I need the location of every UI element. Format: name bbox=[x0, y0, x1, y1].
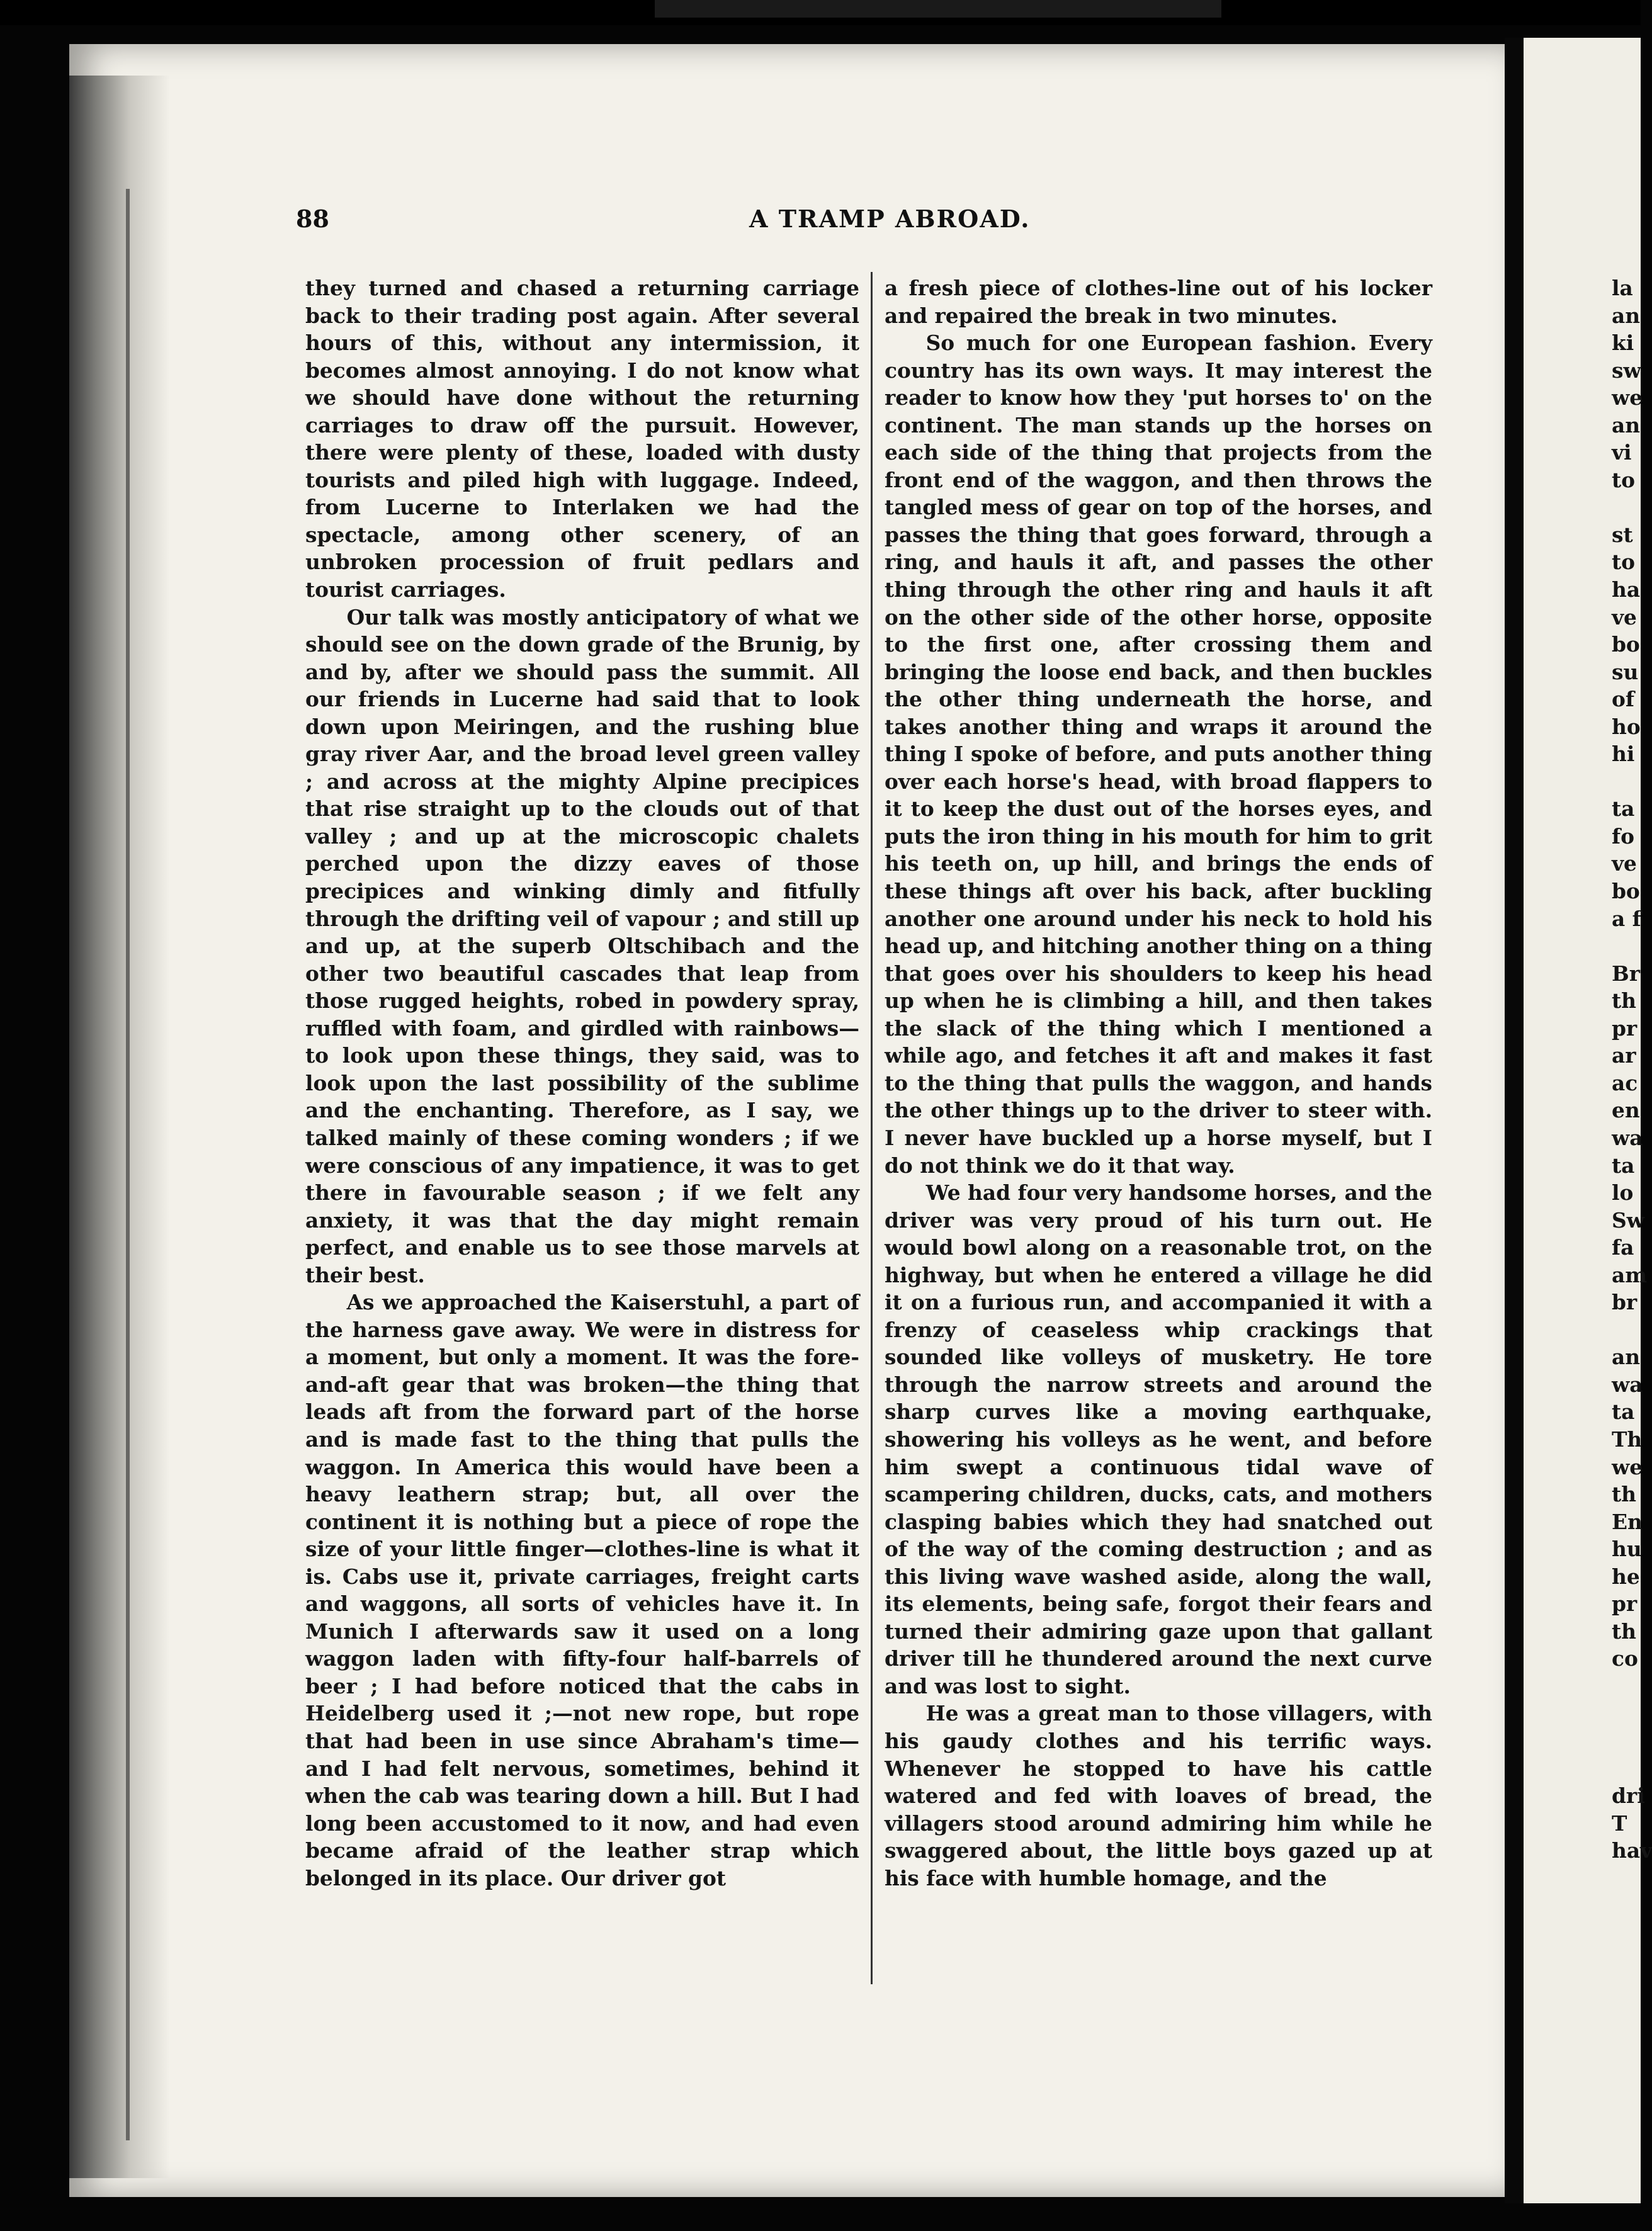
facing-page-fragment: hi bbox=[1612, 742, 1635, 767]
facing-page-fragment: lo bbox=[1612, 1180, 1634, 1206]
facing-page-fragment bbox=[1612, 1755, 1641, 1783]
facing-page-fragment: st bbox=[1612, 522, 1633, 547]
facing-page-fragment: am bbox=[1612, 1262, 1647, 1287]
facing-page-fragment: th bbox=[1612, 1618, 1636, 1644]
paragraph: As we approached the Kaiserstuhl, a part of the harness gave away. We were in distress for a moment, but only a moment. It was the fore-and-aft gear that was broken—the thing that leads aft from the forward part of the horse and is made fast to the thing that pulls the waggon. In America this would have been a heavy leathern strap; but, all over the continent it is nothing but a piece of rope the size of your little finger—clothes-line is what it is. Cabs use it, private carriages, freight carts and waggons, all sorts of vehicles have it. In Munich I afterwards saw it used on a long waggon laden with fifty-four half-barrels of beer ; I had before noticed that the cabs in Heidelberg used it ;—not new rope, but rope that had been in use since Abraham's time—and I had felt nervous, sometimes, behind it when the cab was tearing down a hill. But I had long been accustomed to it now, and had even became afraid of the leather strap which belonged in its place. Our driver got bbox=[305, 1290, 859, 1890]
left-text-column bbox=[305, 274, 859, 1892]
facing-page-fragment: ta bbox=[1612, 1153, 1635, 1178]
facing-page-fragment bbox=[1612, 1727, 1641, 1755]
paragraph: they turned and chased a returning carriage back to their trading post again. After several hours of this, without any intermission, it becomes almost annoying. I do not know what we should have done without the returning carriages to draw off the pursuit. However, there were plenty of these, loaded with dusty tourists and piled high with luggage. Indeed, from Lucerne to Interlaken we had the spectacle, among other scenery, of an unbroken procession of fruit pedlars and tourist carriages. bbox=[305, 276, 859, 602]
facing-page-fragment: ho bbox=[1612, 714, 1641, 739]
facing-page-fragment bbox=[1612, 1700, 1641, 1727]
facing-page-fragment bbox=[1612, 1316, 1641, 1344]
gutter-shadow-line bbox=[126, 189, 130, 2140]
facing-page-fragment bbox=[1612, 768, 1641, 796]
facing-page-fragment: we bbox=[1612, 1454, 1643, 1479]
facing-page-fragment: ta bbox=[1612, 1399, 1635, 1425]
facing-page-fragment: he bbox=[1612, 1564, 1640, 1589]
facing-page-fragment: En bbox=[1612, 1509, 1643, 1534]
facing-page-text-fragments bbox=[1612, 274, 1652, 1865]
facing-page-fragment: to bbox=[1612, 550, 1636, 575]
facing-page-fragment: an bbox=[1612, 1345, 1641, 1370]
facing-page-fragment: Sw bbox=[1612, 1207, 1644, 1233]
column-rule bbox=[871, 272, 873, 1984]
facing-page-fragment: hav bbox=[1612, 1838, 1652, 1863]
facing-page-fragment: pr bbox=[1612, 1591, 1638, 1617]
facing-page-fragment bbox=[1612, 932, 1641, 960]
facing-page-fragment: la bbox=[1612, 276, 1633, 300]
facing-page-fragment: ve bbox=[1612, 851, 1637, 876]
paragraph: We had four very handsome horses, and the driver was very proud of his turn out. He would bowl along on a reasonable trot, on the highway, but when he entered a village he did it on a furious run, and accompanied it with a frenzy of ceaseless whip crackings that sounded like volleys of musketry. He tore through the narrow streets and around the sharp curves like a moving earthquake, showering his volleys as he went, and before him swept a continuous tidal wave of scampering children, ducks, cats, and mothers clasping babies which they had snatched out of the way of the coming destruction ; and as this living wave washed aside, along the wall, its elements, being safe, forgot their fears and turned their admiring gaze upon that gallant driver till he thundered around the next curve and was lost to sight. bbox=[885, 1180, 1432, 1698]
facing-page-fragment: we bbox=[1612, 385, 1643, 410]
facing-page-fragment: fa bbox=[1612, 1235, 1634, 1260]
facing-page-fragment bbox=[1612, 1673, 1641, 1700]
facing-page-fragment: to bbox=[1612, 467, 1636, 492]
page-number: 88 bbox=[296, 205, 329, 233]
facing-page-fragment: br bbox=[1612, 1290, 1638, 1315]
facing-page-fragment: vi bbox=[1612, 440, 1632, 465]
paragraph: a fresh piece of clothes-line out of his locker and repaired the break in two minutes. bbox=[885, 276, 1432, 328]
facing-page-fragment: ta bbox=[1612, 796, 1635, 822]
facing-page-fragment: ac bbox=[1612, 1070, 1638, 1095]
facing-page-fragment: T bbox=[1612, 1810, 1627, 1836]
facing-page-fragment: ha bbox=[1612, 577, 1641, 602]
facing-page-fragment: co bbox=[1612, 1646, 1638, 1671]
facing-page-fragment: ar bbox=[1612, 1043, 1636, 1068]
paragraph: Our talk was mostly anticipatory of what we should see on the down grade of the Brunig, by and by, after we should pass the summit. All our friends in Lucerne had said that to look down upon Meiringen, and the rushing blue gray river Aar, and the broad level green valley ; and across at the mighty Alpine precipices that rise straight up to the clouds out of that valley ; and up at the microscopic chalets perched upon the dizzy eaves of those precipices and winking dimly and fitfully through the drifting veil of vapour ; and still up and up, at the superb Oltschibach and the other two beautiful cascades that leap from those rugged heights, robed in powdery spray, ruffled with foam, and girdled with rainbows—to look upon these things, they said, was to look upon the last possibility of the sublime and the enchanting. Therefore, as I say, we talked mainly of these coming wonders ; if we were conscious of any impatience, it was to get there in favourable season ; if we felt any anxiety, it was that the day might remain perfect, and enable us to see those marvels at their best. bbox=[305, 604, 859, 1287]
facing-page-fragment: dri bbox=[1612, 1783, 1645, 1809]
facing-page-fragment: bo bbox=[1612, 632, 1640, 657]
facing-page-fragment: ki bbox=[1612, 330, 1634, 356]
running-title: A TRAMP ABROAD. bbox=[749, 205, 1031, 233]
facing-page-fragment: an bbox=[1612, 412, 1641, 438]
facing-page-fragment: hu bbox=[1612, 1537, 1642, 1562]
facing-page-fragment: th bbox=[1612, 988, 1636, 1014]
book-gutter bbox=[69, 76, 170, 2178]
facing-page-fragment: su bbox=[1612, 659, 1639, 684]
facing-page-fragment: wa bbox=[1612, 1125, 1643, 1150]
facing-page-fragment: th bbox=[1612, 1482, 1636, 1507]
facing-page-fragment: sw bbox=[1612, 358, 1641, 383]
facing-page-fragment: bo bbox=[1612, 879, 1640, 904]
facing-page-fragment: a f bbox=[1612, 906, 1641, 931]
facing-page-fragment: Th bbox=[1612, 1426, 1643, 1452]
right-text-column bbox=[885, 274, 1432, 1892]
paragraph: He was a great man to those villagers, with his gaudy clothes and his terrific ways. Whenever he stopped to have his cattle watered and fed with loaves of bread, the villagers stood around admiring him while he swaggered about, the little boys gazed up at his face with humble homage, and the bbox=[885, 1701, 1432, 1890]
facing-page-fragment: ve bbox=[1612, 604, 1637, 630]
facing-page-fragment: of bbox=[1612, 687, 1634, 712]
facing-page-fragment: an bbox=[1612, 303, 1641, 328]
paragraph: So much for one European fashion. Every country has its own ways. It may interest the reader to know how they 'put horses to' on the continent. The man stands up the horses on each side of the thing that projects from the front end of the waggon, and then throws the tangled mess of gear on top of the horses, and passes the thing that goes forward, through a ring, and hauls it aft, and passes the other thing through the other ring and hauls it aft on the other side of the other horse, opposite to the first one, after crossing them and bringing the loose end back, and then buckles the other thing underneath the horse, and takes another thing and wraps it around the thing I spoke of before, and puts another thing over each horse's head, with broad flappers to it to keep the dust out of the horses eyes, and puts the iron thing in his mouth for him to grit his teeth on, up hill, and brings the ends of these things aft over his back, after buckling another one around under his neck to hold his head up, and hitching another thing on a thing that goes over his shoulders to keep his head up when he is climbing a hill, and then takes the slack of the thing which I mentioned a while ago, and fetches it aft and makes it fast to the thing that pulls the waggon, and hands the other things up to the driver to steer with. I never have buckled up a horse myself, but I do not think we do it that way. bbox=[885, 330, 1432, 1178]
facing-page-fragment: en bbox=[1612, 1098, 1640, 1123]
film-border-shadow bbox=[655, 0, 1221, 18]
facing-page-fragment: pr bbox=[1612, 1015, 1638, 1041]
page-divider bbox=[1505, 38, 1524, 2203]
facing-page-fragment: Br bbox=[1612, 961, 1640, 986]
page-header bbox=[296, 205, 1454, 242]
facing-page-fragment: fo bbox=[1612, 823, 1634, 849]
facing-page-fragment: wa bbox=[1612, 1372, 1643, 1397]
facing-page-fragment bbox=[1612, 494, 1641, 521]
